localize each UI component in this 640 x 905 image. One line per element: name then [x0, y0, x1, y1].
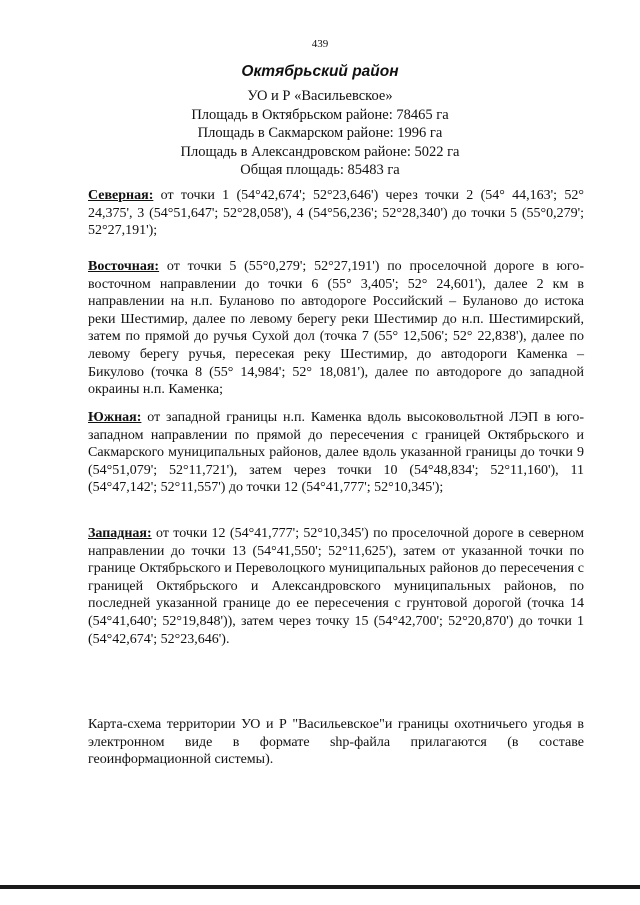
- page-number: 439: [311, 38, 329, 50]
- district-title: Октябрьский район: [241, 63, 399, 80]
- area-sakmarsky: Площадь в Сакмарском районе: 1996 га: [197, 125, 443, 141]
- north-text: от точки 1 (54°42,674'; 52°23,646') через точки 2 (54° 44,163'; 52° 24,375', 3 (54°51,647'; 52°28,058'), 4 (54°56,236'; 52°28,340') до точки 5 (55°0,279'; 52°27,191');: [88, 188, 584, 239]
- hunting-ground-name: УО и Р «Васильевское»: [247, 88, 393, 104]
- east-text: от точки 5 (55°0,279'; 52°27,191') по проселочной дороге в юго-восточном направлении до точки 6 (55° 3,405'; 52° 24,601'), далее 2 км в направлении на н.п. Буланово по автодороге Российский – Буланово до истока реки Шестимир, далее по левому берегу реки Шестимир до н.п. Шестимирский, затем по прямой до ручья Сухой дол (точка 7 (55° 12,506'; 52° 22,838'), далее по левому берегу ручья, пересекая реку Шестимир, до автодороги Каменка – Бикулово (точка 8 (55° 14,984'; 52° 18,081'), далее по автодороге до западной окраины н.п. Каменка;: [88, 259, 584, 398]
- area-aleksandrovsky: Площадь в Александровском районе: 5022 га: [180, 143, 460, 160]
- north-boundary: [88, 187, 584, 240]
- west-label: Западная:: [88, 526, 152, 541]
- east-boundary: [88, 258, 584, 399]
- south-label: Южная:: [88, 410, 142, 425]
- south-text: от западной границы н.п. Каменка вдоль высоковольтной ЛЭП в юго-западном направлении по прямой до пересечения с границей Октябрьского и Сакмарского муниципальных районов, далее вдоль указанной границы до точки 9 (54°51,079'; 52°11,721'), затем через точки 10 (54°48,834'; 52°11,160'), 11 (54°47,142'; 52°11,557') до точки 12 (54°41,777'; 52°10,345');: [88, 410, 584, 496]
- east-label: Восточная:: [88, 259, 160, 274]
- attachment-note: Карта-схема территории УО и Р "Васильевское"и границы охотничьего угодья в электронном виде в формате shp-файла прилагаются (в составе геоинформационной системы).: [88, 717, 584, 768]
- area-total: Общая площадь: 85483 га: [240, 162, 400, 178]
- north-label: Северная:: [88, 188, 154, 203]
- area-summary: [0, 87, 640, 180]
- area-oktyabrsky: Площадь в Октябрьском районе: 78465 га: [191, 106, 449, 123]
- west-boundary: [88, 525, 584, 648]
- bottom-rule: [0, 885, 640, 889]
- south-boundary: [88, 409, 584, 497]
- west-text: от точки 12 (54°41,777'; 52°10,345') по проселочной дороге в северном направлении до точки 13 (54°41,550'; 52°11,625'), затем от указанной точки по границе Октябрьского и Переволоцкого муниципальных районов до пересечения с границей Октябрьского и Александровского муниципальных районов, по последней указанной границе до ее пересечения с грунтовой дорогой (точка 14 (54°41,640'; 52°19,848')), затем через точку 15 (54°42,700'; 52°20,870') до точки 1 (54°42,674'; 52°23,646').: [88, 526, 584, 647]
